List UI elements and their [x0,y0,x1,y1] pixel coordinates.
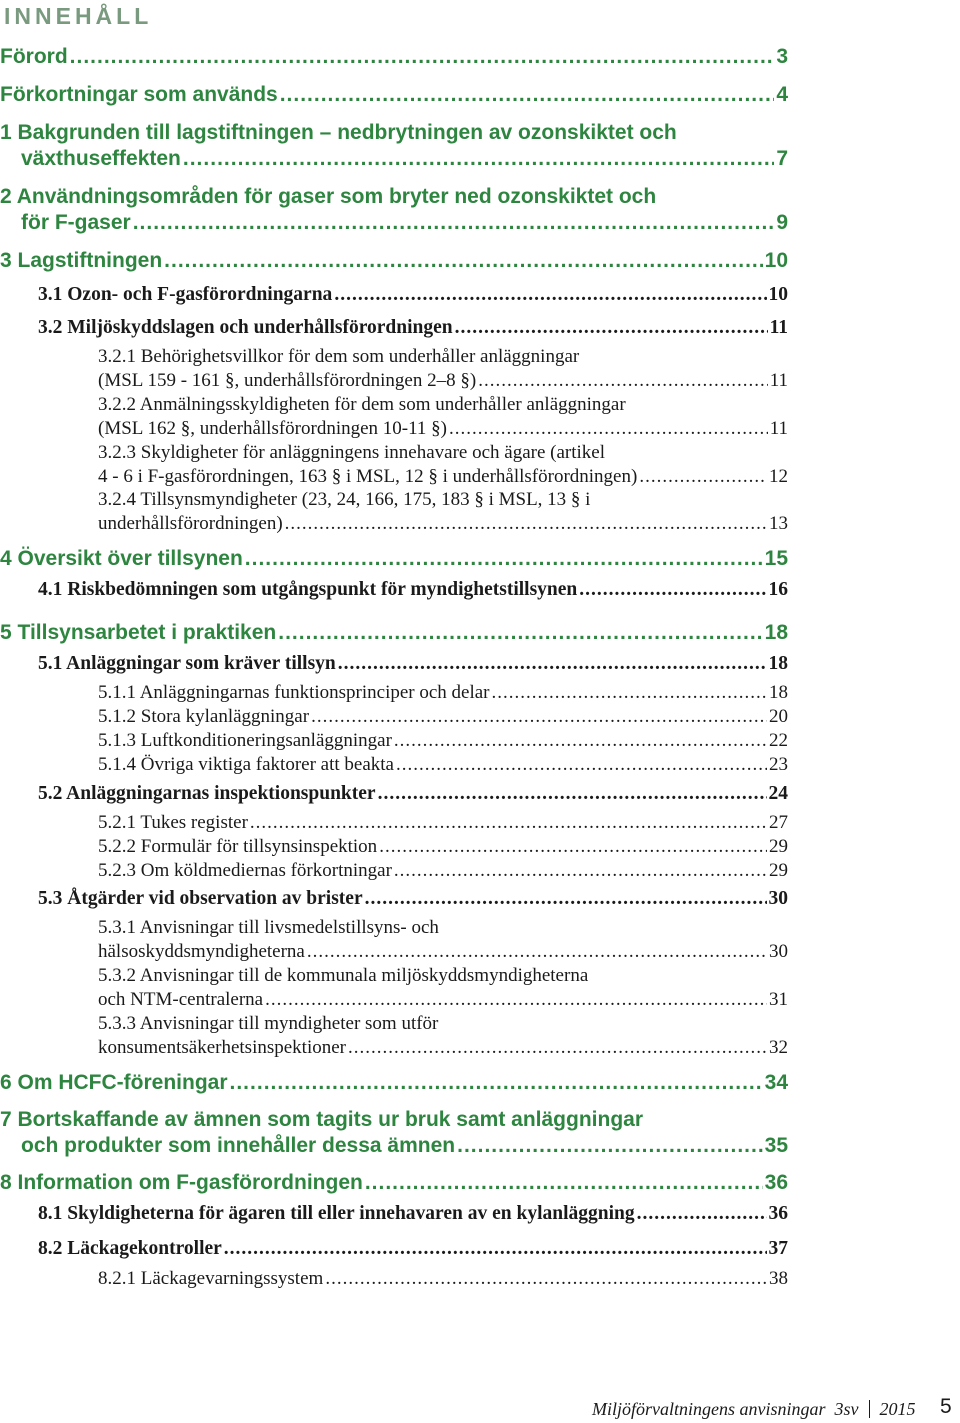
toc-entry-title: 8.1 Skyldigheterna för ägaren till eller innehavaren av en kylanläggning [38,1203,635,1224]
toc-entry-title: (MSL 159 - 161 §, underhållsförordningen 2–8 §) [98,369,477,391]
toc-entry[interactable] [98,681,788,705]
toc-entry-title: hälsoskyddsmyndigheterna [98,940,305,962]
toc-entry-title: 5.3.1 Anvisningar till livsmedelstillsyns- och [98,917,439,938]
dot-leader [325,1267,767,1291]
toc-entry[interactable] [98,488,788,535]
dot-leader [579,578,766,602]
toc-entry-title: 4 Översikt över tillsynen [0,547,243,570]
toc-page-number: 15 [764,547,788,570]
toc-entry[interactable] [98,441,788,488]
dot-leader [396,753,767,777]
toc-entry-title: Förkortningar som används [0,83,278,106]
toc-entry[interactable] [38,1237,788,1261]
toc-entry[interactable] [0,1107,788,1159]
toc-entry-title: 5.3.3 Anvisningar till myndigheter som utför [98,1013,439,1034]
toc-entry[interactable] [0,1170,788,1196]
toc-page-number: 9 [776,211,788,234]
toc-entry[interactable] [38,652,788,676]
toc-page-number: 22 [769,730,788,751]
dot-leader [285,512,767,536]
dot-leader [379,835,767,859]
toc-entry[interactable] [0,120,788,172]
dot-leader [307,940,767,964]
toc-page-number: 37 [768,1238,788,1259]
toc-entry-title: 1 Bakgrunden till lagstiftningen – nedbrytningen av ozonskiktet och [0,121,677,144]
dot-leader [348,1036,767,1060]
toc-page-number: 20 [769,706,788,727]
toc-entry-title: 4 - 6 i F-gasförordningen, 163 § i MSL, 12 § i underhållsförordningen) [98,465,638,487]
toc-entry[interactable] [98,964,788,1011]
toc-page-number: 12 [769,465,788,487]
dot-leader [133,210,775,236]
toc-entry-title: 3.2.2 Anmälningsskyldigheten för dem som underhåller anläggningar [98,394,626,415]
toc-entry-title: 3.1 Ozon- och F-gasförordningarna [38,284,333,305]
dot-leader [245,546,763,572]
dot-leader [224,1237,767,1261]
toc-page-number: 16 [768,579,788,600]
toc-entry-title: 7 Bortskaffande av ämnen som tagits ur bruk samt anläggningar [0,1108,643,1131]
toc-entry[interactable] [0,44,788,70]
toc-entry[interactable] [38,1202,788,1226]
toc-entry[interactable] [98,1012,788,1059]
dot-leader [311,705,767,729]
toc-page-number: 10 [768,284,788,305]
toc-entry[interactable] [0,82,788,108]
toc-entry-title: underhållsförordningen) [98,512,283,534]
toc-page-number: 23 [769,754,788,775]
toc-entry-title: 8.2.1 Läckagevarningssystem [98,1268,324,1289]
toc-entry-title: 5.1.1 Anläggningarnas funktionsprinciper och delar [98,682,490,703]
dot-leader [457,1133,763,1159]
toc-page-number: 31 [769,988,788,1010]
dot-leader [250,811,767,835]
toc-entry-title: 8.2 Läckagekontroller [38,1238,222,1259]
dot-leader [338,652,767,676]
toc-entry[interactable] [0,546,788,572]
dot-leader [478,369,768,393]
dot-leader [365,887,767,911]
footer [592,1399,916,1420]
footer-issue: 3sv [834,1399,859,1419]
toc-page-number: 27 [769,812,788,833]
toc-entry-title: 3.2.3 Skyldigheter för anläggningens innehavare och ägare (artikel [98,442,606,463]
toc-entry[interactable] [0,248,788,274]
page-number: 5 [940,1395,952,1418]
toc-entry[interactable] [38,283,788,307]
toc-page-number: 7 [776,147,788,170]
toc-entry-title: 5.2.3 Om köldmediernas förkortningar [98,860,392,881]
toc-entry[interactable] [0,1070,788,1096]
toc-page-number: 35 [764,1134,788,1157]
toc-page-number: 18 [764,621,788,644]
toc-entry[interactable] [0,184,788,236]
dot-leader [449,417,768,441]
footer-publication: Miljöförvaltningens anvisningar [592,1399,826,1419]
toc-page-number: 11 [769,417,788,439]
toc-entry[interactable] [0,620,788,646]
toc-page-number: 32 [769,1036,788,1058]
toc-page-number: 30 [769,940,788,962]
dot-leader [492,681,767,705]
toc-page-number: 36 [764,1171,788,1194]
dot-leader [265,988,767,1012]
toc-entry-title: och produkter som innehåller dessa ämnen [21,1134,456,1157]
toc-entry-title: 5.3.2 Anvisningar till de kommunala miljöskyddsmyndigheterna [98,965,589,986]
toc-entry-title: 5.2.1 Tukes register [98,812,248,833]
toc-entry-title: 5.3 Åtgärder vid observation av brister [38,888,363,909]
toc-entry-title: och NTM-centralerna [98,988,264,1010]
toc-entry-title: 5.1.2 Stora kylanläggningar [98,706,310,727]
toc-entry-title: växthuseffekten [21,147,181,170]
toc-entry-title: 4.1 Riskbedömningen som utgångspunkt för myndighetstillsynen [38,579,578,600]
toc-entry[interactable] [38,887,788,911]
toc-entry-title: för F-gaser [21,211,131,234]
dot-leader [280,82,775,108]
dot-leader [164,248,762,274]
toc-entry-title: 3.2 Miljöskyddslagen och underhållsförordningen [38,317,453,338]
toc-page-number: 29 [769,836,788,857]
toc-page-number: 34 [764,1071,788,1094]
toc-page-number: 11 [769,317,788,338]
toc-entry-title: 8 Information om F-gasförordningen [0,1171,363,1194]
toc-entry-title: konsumentsäkerhetsinspektioner [98,1036,347,1058]
toc-entry[interactable] [38,316,788,340]
toc-entry-title: 3 Lagstiftningen [0,249,163,272]
dot-leader [278,620,762,646]
toc-entry[interactable] [98,916,788,963]
toc-page-number: 18 [769,682,788,703]
toc-entry[interactable] [98,835,788,859]
toc-entry[interactable] [98,1267,788,1291]
toc-entry[interactable] [38,782,788,806]
dot-leader [70,44,775,70]
toc-entry-title: 2 Användningsområden för gaser som bryter ned ozonskiktet och [0,185,657,208]
dot-leader [183,146,774,172]
toc-entry-title: 5.1.4 Övriga viktiga faktorer att beakta [98,754,394,775]
dot-leader [639,465,767,489]
toc-entry[interactable] [98,345,788,392]
toc-page-number: 30 [768,888,788,909]
dot-leader [637,1202,767,1226]
toc-page-number: 13 [769,512,788,534]
toc-page-number: 4 [776,83,788,106]
dot-leader [394,729,767,753]
toc-entry-title: 3.2.4 Tillsynsmyndigheter (23, 24, 166, 175, 183 § i MSL, 13 § i [98,489,591,510]
toc-entry[interactable] [98,753,788,777]
toc-entry-title: (MSL 162 §, underhållsförordningen 10-11 §) [98,417,447,439]
toc-entry[interactable] [98,729,788,753]
toc-entry-title: Förord [0,45,68,68]
dot-leader [334,283,766,307]
toc-entry-title: 5.1 Anläggningar som kräver tillsyn [38,653,336,674]
toc-entry-title: 5 Tillsynsarbetet i praktiken [0,621,277,644]
page-title: INNEHÅLL [4,3,153,29]
dot-leader [455,316,768,340]
dot-leader [230,1070,763,1096]
toc-page-number: 24 [768,783,788,804]
toc-entry-title: 6 Om HCFC-föreningar [0,1071,228,1094]
toc-entry-title: 5.2 Anläggningarnas inspektionspunkter [38,783,376,804]
toc-entry-title: 3.2.1 Behörighetsvillkor för dem som underhåller anläggningar [98,346,580,367]
dot-leader [365,1170,763,1196]
toc-page-number: 38 [769,1268,788,1289]
toc-page-number: 18 [768,653,788,674]
toc-entry[interactable] [98,705,788,729]
toc-page-number: 29 [769,860,788,881]
footer-year: 2015 [879,1399,916,1419]
toc-entry[interactable] [98,859,788,883]
toc-entry[interactable] [38,578,788,602]
toc-entry-title: 5.1.3 Luftkonditioneringsanläggningar [98,730,392,751]
toc-page-number: 3 [776,45,788,68]
toc-entry-title: 5.2.2 Formulär för tillsynsinspektion [98,836,378,857]
toc-page-number: 10 [764,249,788,272]
toc-entry[interactable] [98,811,788,835]
dot-leader [394,859,767,883]
footer-separator [869,1400,870,1418]
dot-leader [378,782,767,806]
toc-entry[interactable] [98,393,788,440]
toc-page-number: 36 [768,1203,788,1224]
toc-page-number: 11 [769,369,788,391]
